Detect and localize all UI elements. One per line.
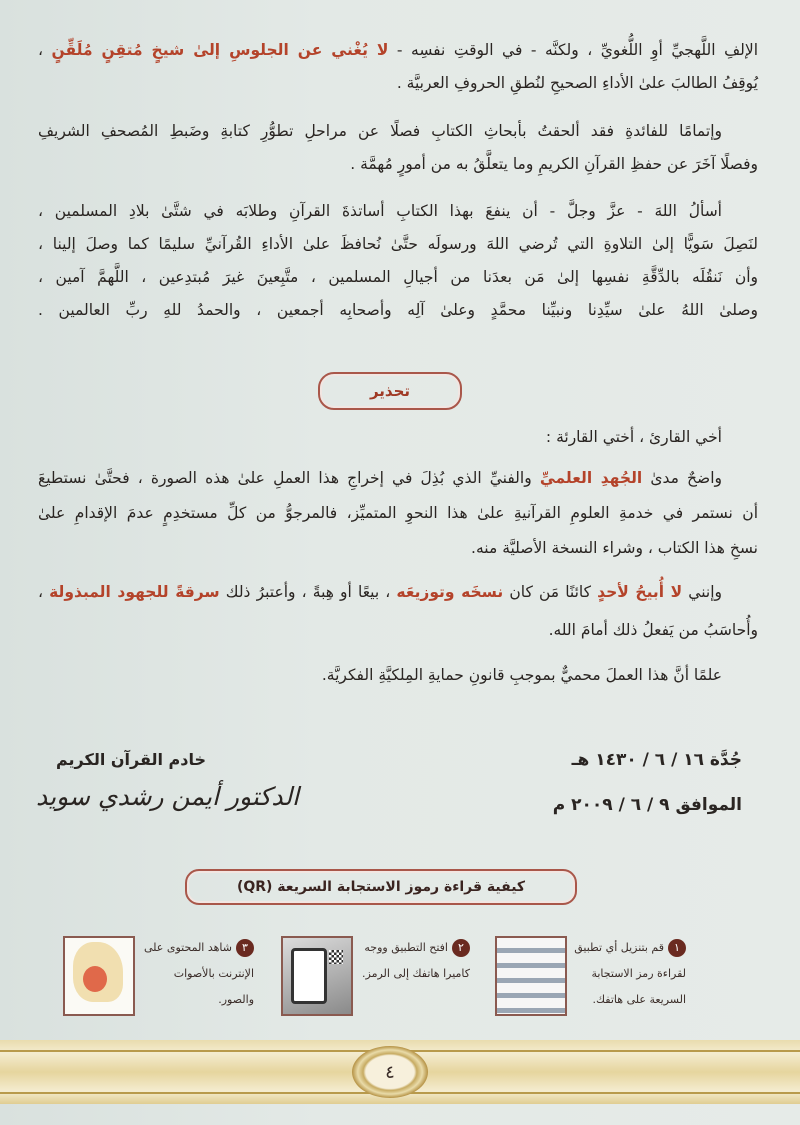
text-segment: أخي القارئ ، أختي القارئة : <box>545 428 722 446</box>
text-segment: نسخِ هذا الكتاب ، وشراء النسخة الأصليَّة منه. <box>471 539 758 557</box>
text-line <box>38 196 722 226</box>
step-number: ٣ <box>236 939 254 957</box>
step-text: قم بتنزيل أي تطبيق لقراءة رمز الاستجابة السريعة على هاتفك. <box>574 941 686 1006</box>
qr-step-2 <box>358 935 470 987</box>
highlighted-text: نسخَه وتوزيعَه <box>396 583 504 601</box>
text-line <box>38 262 758 292</box>
step-number: ١ <box>668 939 686 957</box>
highlighted-text: سرقةً للجهود المبذولة <box>49 583 220 601</box>
text-line <box>38 660 722 690</box>
text-segment: يُوقِفُ الطالبَ علىٰ الأداءِ الصحيحِ لنُطقِ الحروفِ العربيَّة . <box>396 74 758 92</box>
text-line <box>38 577 722 607</box>
highlighted-text: لا أُبيحُ لأحدٍ <box>597 583 683 601</box>
text-segment: الإلفِ اللَّهجيِّ أوِ اللُّغويِّ ، ولكنَّه - في الوقتِ نفسِه - <box>388 41 759 59</box>
qr-heading <box>185 869 577 905</box>
phone-screen <box>291 948 327 1004</box>
text-segment: وصلىٰ اللهُ علىٰ سيِّدِنا ونبيِّنا محمَّدٍ وعلىٰ آلِه وأصحابِه أجمعين ، والحمدُ للهِ ربِّ العالمين . <box>38 301 758 319</box>
text-segment: أسألُ اللهَ - عزَّ وجلَّ - أن ينفعَ بهذا الكتابِ أساتذةَ القرآنِ وطلابَه في شتَّىٰ بلادِ المسلمين ، <box>38 202 722 220</box>
text-segment: وإنني <box>682 583 723 601</box>
author-title: خادم القرآن الكريم <box>56 750 207 769</box>
oral-cavity <box>83 966 107 992</box>
warning-heading <box>318 372 462 410</box>
text-segment: ، <box>38 41 52 59</box>
text-segment: علمًا أنَّ هذا العملَ محميٌّ بموجبِ قانونِ حمايةِ المِلكيَّةِ الفكريَّة. <box>321 666 722 684</box>
step-text: شاهد المحتوى على الإنترنت بالأصوات والصور. <box>144 941 254 1006</box>
text-line <box>38 615 758 645</box>
date-hijri: جُدَّة ١٦ / ٦ / ١٤٣٠ هـ <box>571 750 742 770</box>
highlighted-text: الجُهدِ العلميِّ <box>539 469 643 487</box>
text-segment: وإتمامًا للفائدةِ فقد ألحقتُ بأبحاثِ الكتابِ فصلًا عن مراحلِ تطوُّرِ كتابةِ وضَبطِ المُصحفِ الشريفِ <box>38 122 722 140</box>
step-number: ٢ <box>452 939 470 957</box>
text-line <box>38 533 758 563</box>
text-segment: وأُحاسَبُ من يَفعلُ ذلك أمامَ الله. <box>548 621 758 639</box>
page-number <box>352 1046 428 1098</box>
highlighted-text: لا يُغْني عن الجلوسِ إلىٰ شيخٍ مُتقِنٍ مُلَقِّنٍ <box>51 41 389 59</box>
text-segment: كائنًا مَن كان <box>503 583 598 601</box>
text-line <box>38 295 758 325</box>
text-line <box>38 229 758 259</box>
text-line <box>38 149 758 179</box>
text-line <box>38 68 758 98</box>
warning-heading-text: تحذير <box>369 382 411 400</box>
step-text: افتح التطبيق ووجه كاميرا هاتفك إلى الرمز. <box>362 941 470 980</box>
date-gregorian: الموافق ٩ / ٦ / ٢٠٠٩ م <box>552 795 742 815</box>
app-list-image <box>495 936 567 1016</box>
text-line <box>38 463 722 493</box>
text-segment: وفصلًا آخَرَ عن حفظِ القرآنِ الكريمِ وما يتعلَّقُ به من أمورٍ مُهمَّة . <box>350 155 758 173</box>
phone-scanning-image <box>281 936 353 1016</box>
text-segment: ، <box>38 583 50 601</box>
qr-heading-text: كيفية قراءة رموز الاستجابة السريعة (QR) <box>236 879 526 895</box>
text-segment: أن نستمر في خدمةِ العلومِ القرآنيةِ علىٰ هذا النحوِ المتميِّز، فالمرجوُّ من كلِّ مستخدِمٍ عدمَ الإقدامِ علىٰ <box>38 504 758 522</box>
text-line <box>38 116 722 146</box>
qr-step-3 <box>142 935 254 1013</box>
page-number-text: ٤ <box>385 1061 395 1083</box>
mouth-anatomy-image <box>63 936 135 1016</box>
text-segment: وأن نَنقُلَه بالدِّقَّةِ نفسِها إلىٰ مَن بعدَنا من أجيالِ المسلمين ، متَّبِعينَ غيرَ مُبتدِعين ، اللَّهمَّ آمين ، <box>38 268 758 286</box>
text-line <box>38 422 722 452</box>
text-segment: واضحٌ مدىٰ <box>642 469 723 487</box>
qr-code-icon <box>329 950 343 964</box>
qr-step-1 <box>574 935 686 1013</box>
text-segment: ، بيعًا أو هِبةً ، وأعتبرُ ذلك <box>219 583 397 601</box>
author-signature: الدكتور أيمن رشدي سويد <box>36 782 300 811</box>
text-line <box>38 35 758 65</box>
text-segment: والفنيِّ الذي بُذِلَ في إخراجِ هذا العملِ علىٰ هذه الصورة ، فحتَّىٰ نستطيعَ <box>38 469 540 487</box>
text-segment: لنَصِلَ سَويًّا إلىٰ التلاوةِ التي تُرضي اللهَ ورسولَه حتَّىٰ نُحافظَ علىٰ الأداءِ القُرآنيِّ سليمًا كما وصلَ إلينا ، <box>38 235 758 253</box>
text-line <box>38 498 758 528</box>
